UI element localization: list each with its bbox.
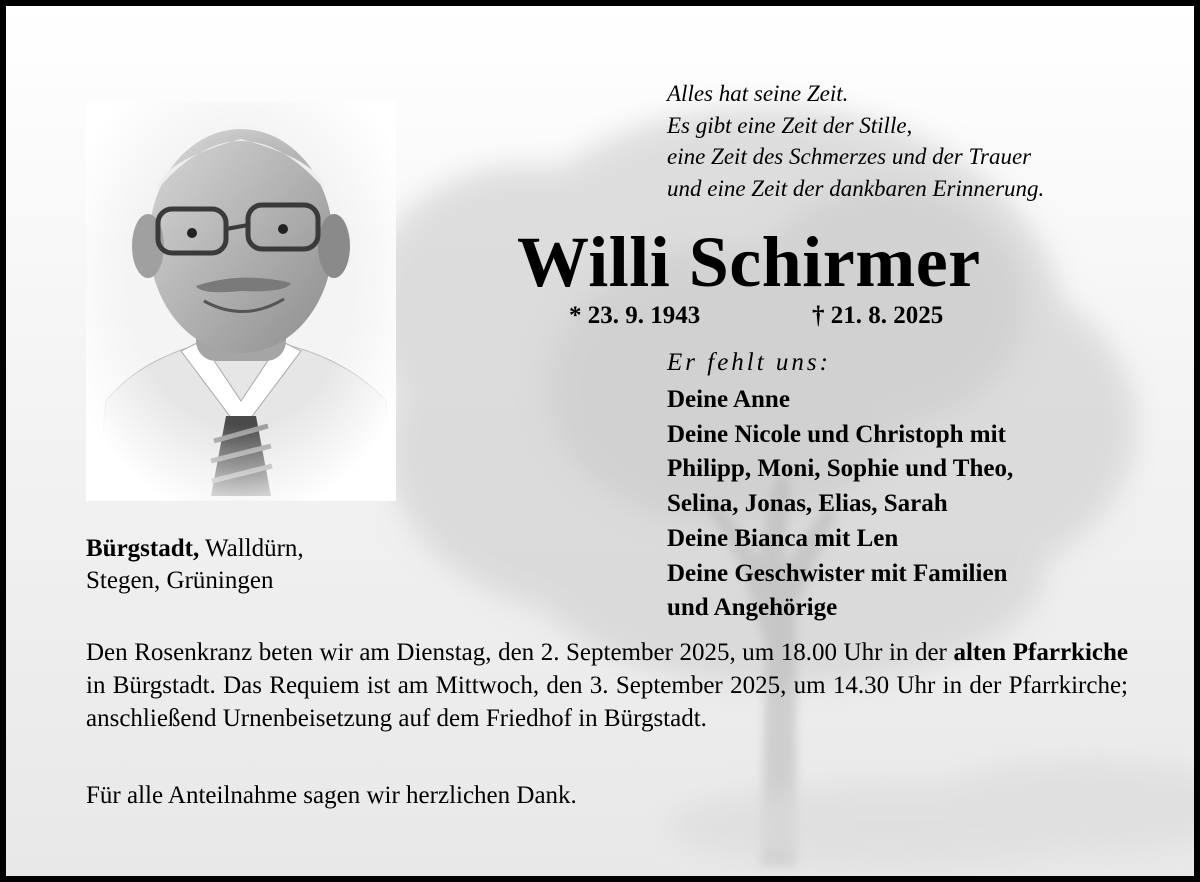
mourner-line: Selina, Jonas, Elias, Sarah	[667, 490, 948, 518]
mourner-line: Deine Nicole und Christoph mit	[667, 420, 1006, 448]
mourner-line: Deine Geschwister mit Familien	[667, 559, 1008, 587]
mourners-list	[667, 383, 1013, 626]
birth-date: * 23. 9. 1943	[569, 302, 701, 329]
place-line	[86, 533, 304, 565]
place-main: Bürgstadt,	[86, 535, 200, 562]
mourner-line: Philipp, Moni, Sophie und Theo,	[667, 455, 1014, 483]
quote-line: Alles hat seine Zeit.	[667, 81, 849, 106]
portrait-photo	[86, 101, 396, 501]
place-rest: Walldürn,	[199, 535, 304, 562]
quote	[667, 78, 1044, 204]
notice-church: alten Pfarrkiche	[953, 639, 1128, 666]
mourner-line: und Angehörige	[667, 594, 838, 622]
quote-line: und eine Zeit der dankbaren Erinnerung.	[667, 175, 1045, 201]
quote-line: eine Zeit des Schmerzes und der Trauer	[667, 144, 1032, 169]
notice-part-1: Den Rosenkranz beten wir am Dienstag, den 2. September 2025, um 18.00 Uhr in der	[86, 639, 954, 666]
mourner-line: Deine Bianca mit Len	[667, 524, 899, 552]
mourners-intro: Er fehlt uns:	[667, 349, 831, 376]
notice-part-2: in Bürgstadt. Das Requiem ist am Mittwoch, den 3. September 2025, um 14.30 Uhr in der Pfarrkirche; anschließend Urnenbeisetzung auf dem Friedhof in Bürgstadt.	[86, 672, 1128, 732]
place-line-2: Stegen, Grüningen	[86, 567, 274, 594]
place-names	[86, 533, 304, 597]
service-notice	[86, 636, 1128, 735]
deceased-name: Willi Schirmer	[517, 222, 981, 302]
death-date: † 21. 8. 2025	[812, 302, 944, 329]
thanks-line: Für alle Anteilnahme sagen wir herzlichen Dank.	[86, 782, 577, 809]
mourner-line: Deine Anne	[667, 386, 790, 413]
quote-line: Es gibt eine Zeit der Stille,	[667, 112, 913, 138]
